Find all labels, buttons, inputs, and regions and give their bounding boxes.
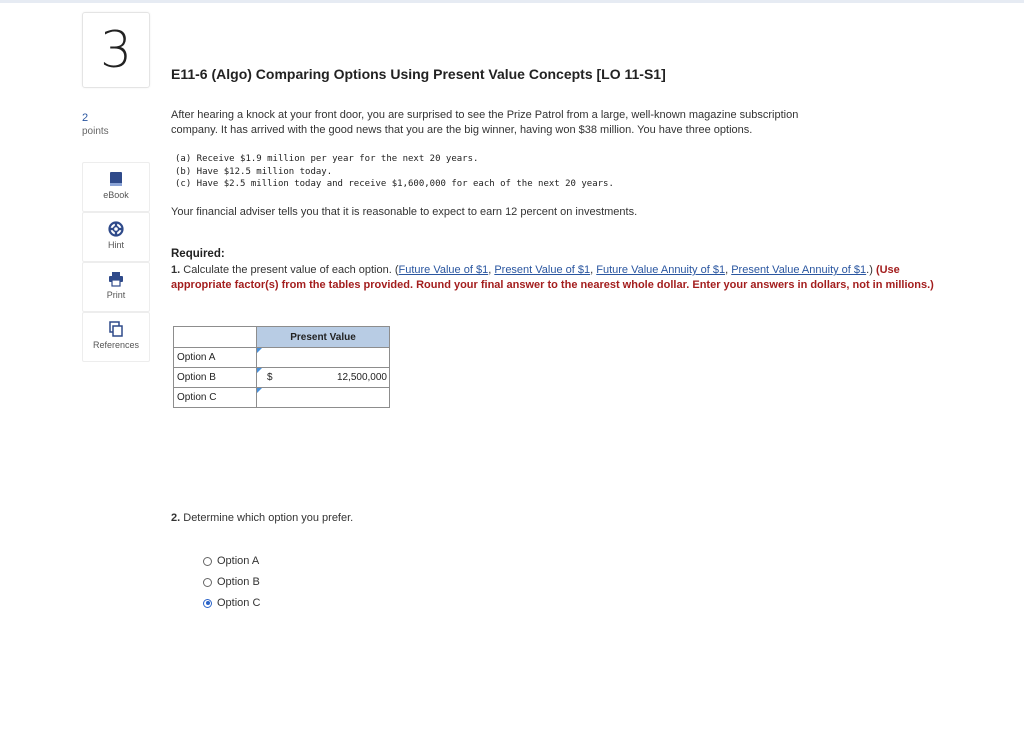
present-value-header: Present Value [257,327,390,348]
option-a-text: (a) Receive $1.9 million per year for the next 20 years. [175,154,479,164]
option-c-label: Option C [174,388,257,408]
radio-option-b-label: Option B [217,576,260,588]
printer-icon [108,271,124,287]
option-c-text: (c) Have $2.5 million today and receive $1,600,000 for each of the next 20 years. [175,179,614,189]
part-2-question [171,512,353,524]
intro-line-2: company. It has arrived with the good news that you are the big winner, having won $38 million. You have three options. [171,124,753,136]
option-c-input[interactable] [257,388,390,408]
adviser-text: Your financial adviser tells you that it is reasonable to expect to earn 12 percent on investments. [171,206,638,218]
points-label: points [82,126,109,137]
table-corner [174,327,257,348]
hint-button[interactable] [82,212,150,262]
option-b-input[interactable] [257,368,390,388]
option-a-input[interactable] [257,348,390,368]
print-label: Print [106,290,126,300]
option-b-value: 12,500,000 [336,372,387,383]
instruction-text: (Use appropriate factor(s) from the tables provided. Round your final answer to the nearest whole dollar. Enter your answers in dollars, not in millions.) [171,264,934,291]
radio-option-c[interactable] [203,597,260,609]
required-part-1: 1. Calculate the present value of each option. (Future Value of $1, Present Value of $1, Future Value Annuity of $1, Present Value Annuity of $1.) (Use appropriate factor(s) from the tables provided. Round your final answer to the nearest whole dollar. Enter your answers in dollars, not in millions.) [171,264,934,291]
references-button[interactable] [82,312,150,362]
book-icon [109,171,123,187]
question-number: 3 [100,21,132,79]
input-marker [257,348,262,353]
intro-line-1: After hearing a knock at your front door, you are surprised to see the Prize Patrol from a large, well-known magazine subscription [171,109,799,121]
hint-label: Hint [107,240,124,250]
radio-circle[interactable] [203,557,212,566]
present-value-table [173,326,390,408]
part1-close: .) [866,264,876,276]
points-value: 2 [82,112,89,124]
link-future-value[interactable]: Future Value of $1 [398,264,489,276]
option-b-currency: $ [267,372,273,383]
table-row [174,348,390,368]
part2-text: Determine which option you prefer. [180,512,354,524]
part1-number: 1. [171,264,181,276]
ebook-label: eBook [103,190,129,200]
problem-title: E11-6 (Algo) Comparing Options Using Present Value Concepts [LO 11-S1] [171,66,666,82]
top-border [0,0,1024,3]
required-heading: Required: [171,248,225,260]
link-future-value-annuity[interactable]: Future Value Annuity of $1 [596,264,726,276]
option-a-label: Option A [174,348,257,368]
question-number-box [82,12,150,88]
ebook-button[interactable] [82,162,150,212]
part2-number: 2. [171,512,181,524]
radio-circle-selected[interactable] [203,599,212,608]
print-button[interactable] [82,262,150,312]
input-marker [257,388,262,393]
radio-option-a[interactable] [203,555,259,567]
input-marker [257,368,262,373]
table-row [174,368,390,388]
radio-option-b[interactable] [203,576,260,588]
radio-option-a-label: Option A [217,555,260,567]
link-present-value-annuity[interactable]: Present Value Annuity of $1 [731,264,867,276]
lifebuoy-icon [108,221,124,237]
references-label: References [92,340,140,350]
option-b-label: Option B [174,368,257,388]
option-b-text: (b) Have $12.5 million today. [175,166,333,177]
radio-circle[interactable] [203,578,212,587]
radio-option-c-label: Option C [217,597,261,609]
link-present-value[interactable]: Present Value of $1 [494,264,591,276]
table-row [174,388,390,408]
copy-icon [109,321,123,337]
part1-text: Calculate the present value of each option. ( [180,264,399,276]
